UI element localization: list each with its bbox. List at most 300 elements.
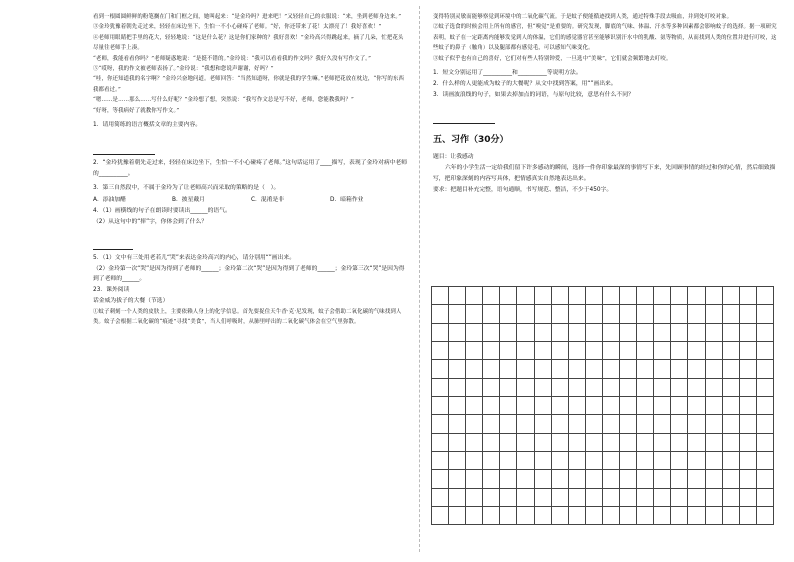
- grid-cell[interactable]: [500, 507, 517, 525]
- grid-cell[interactable]: [552, 379, 569, 397]
- grid-cell[interactable]: [603, 305, 620, 323]
- grid-cell[interactable]: [688, 360, 705, 378]
- grid-cell[interactable]: [432, 470, 449, 488]
- grid-cell[interactable]: [688, 287, 705, 305]
- grid-cell[interactable]: [552, 452, 569, 470]
- grid-cell[interactable]: [449, 305, 466, 323]
- grid-cell[interactable]: [671, 379, 688, 397]
- grid-cell[interactable]: [517, 397, 534, 415]
- grid-cell[interactable]: [449, 452, 466, 470]
- grid-cell[interactable]: [706, 507, 723, 525]
- story-paragraph: ①蚊子刺刻一个人类的皮肤上，主要依赖人身上的化学信息。首先要捉住天牛香·克·尼发现，蚊子会借助二氧化碳的气味找到人类。蚊子会根据二氧化碳的“痕迹”寻找“美食”，当人们呼吸时，从肺里呼出的二氧化碳气体会在空气里弥散。: [93, 308, 402, 326]
- grid-cell[interactable]: [586, 470, 603, 488]
- grid-cell[interactable]: [671, 434, 688, 452]
- question-3: 3．读画波浪线的句子，如果去掉加点的词语，与原句比较，意思有什么不同？: [433, 91, 634, 98]
- grid-cell[interactable]: [483, 452, 500, 470]
- grid-cell[interactable]: [740, 360, 757, 378]
- grid-cell[interactable]: [569, 360, 586, 378]
- grid-cell[interactable]: [483, 305, 500, 323]
- grid-cell[interactable]: [757, 470, 774, 488]
- grid-cell[interactable]: [654, 360, 671, 378]
- grid-cell[interactable]: [706, 434, 723, 452]
- grid-cell[interactable]: [706, 397, 723, 415]
- grid-cell[interactable]: [517, 342, 534, 360]
- grid-cell[interactable]: [620, 342, 637, 360]
- story-paragraph: ②蚊子选食的时候会用上所有的感官，但“嗅觉”是重要的。研究发现，脚底的气味、体温、汗水等多种因素都会影响蚊子的选择。据一项研究表明，蚊子在一定距离内能够发觉到人的体温，它们的感觉器官甚至能够识别汗水中的乳酸、氨等物质，从而找到人类的位置并进行叮咬，这些蚊子的鼻子（触角）以及腿部都有感觉毛，可以感知气味变化。: [433, 24, 777, 52]
- grid-cell[interactable]: [586, 287, 603, 305]
- grid-cell[interactable]: [740, 287, 757, 305]
- grid-cell[interactable]: [500, 470, 517, 488]
- grid-cell[interactable]: [449, 489, 466, 507]
- grid-cell[interactable]: [723, 434, 740, 452]
- grid-cell[interactable]: [723, 342, 740, 360]
- grid-cell[interactable]: [432, 507, 449, 525]
- grid-cell[interactable]: [603, 342, 620, 360]
- grid-cell[interactable]: [637, 342, 654, 360]
- question-5-1: 5．（1）文中有三处用老若儿“哭”来表达金玲高兴的内心，请分别用“”画出来。: [93, 254, 295, 261]
- grid-cell[interactable]: [586, 360, 603, 378]
- grid-cell[interactable]: [688, 415, 705, 433]
- grid-cell[interactable]: [740, 452, 757, 470]
- grid-cell[interactable]: [466, 452, 483, 470]
- grid-cell[interactable]: [432, 287, 449, 305]
- grid-cell[interactable]: [723, 360, 740, 378]
- grid-cell[interactable]: [654, 415, 671, 433]
- grid-cell[interactable]: [466, 397, 483, 415]
- grid-cell[interactable]: [432, 324, 449, 342]
- grid-cell[interactable]: [688, 434, 705, 452]
- grid-cell[interactable]: [740, 342, 757, 360]
- grid-cell[interactable]: [654, 489, 671, 507]
- grid-cell[interactable]: [449, 434, 466, 452]
- grid-cell[interactable]: [688, 507, 705, 525]
- grid-cell[interactable]: [723, 452, 740, 470]
- grid-cell[interactable]: [586, 305, 603, 323]
- grid-cell[interactable]: [517, 489, 534, 507]
- grid-cell[interactable]: [483, 287, 500, 305]
- grid-cell[interactable]: [517, 287, 534, 305]
- grid-cell[interactable]: [432, 452, 449, 470]
- grid-cell[interactable]: [757, 324, 774, 342]
- grid-cell[interactable]: [466, 379, 483, 397]
- question-4-1: 4．（1）画横线的句子在朗读时要读出______的语气。: [93, 208, 231, 215]
- grid-cell[interactable]: [671, 324, 688, 342]
- question-2: 2．什么样的人更能成为蚊子的大餐呢？从文中找到答案，用“”画出来。: [433, 80, 617, 87]
- grid-cell[interactable]: [706, 452, 723, 470]
- grid-cell[interactable]: [517, 434, 534, 452]
- grid-cell[interactable]: [688, 489, 705, 507]
- grid-cell[interactable]: [654, 379, 671, 397]
- grid-cell[interactable]: [654, 434, 671, 452]
- grid-cell[interactable]: [654, 452, 671, 470]
- grid-cell[interactable]: [723, 470, 740, 488]
- story-paragraph: ⑤“哎呀，我的作文被老师表扬了。”金玲说：“我想和您说声谢谢，好吗？”: [93, 66, 274, 73]
- question-1: 1．请用简练的语言概括文章的主要内容。: [93, 122, 202, 129]
- grid-cell[interactable]: [500, 305, 517, 323]
- answer-line[interactable]: [93, 145, 155, 155]
- grid-cell[interactable]: [500, 287, 517, 305]
- grid-cell[interactable]: [620, 452, 637, 470]
- grid-cell[interactable]: [688, 305, 705, 323]
- grid-cell[interactable]: [432, 397, 449, 415]
- grid-cell[interactable]: [706, 360, 723, 378]
- grid-cell[interactable]: [586, 489, 603, 507]
- grid-cell[interactable]: [637, 470, 654, 488]
- grid-cell[interactable]: [637, 360, 654, 378]
- grid-cell[interactable]: [500, 415, 517, 433]
- grid-cell[interactable]: [603, 434, 620, 452]
- grid-cell[interactable]: [671, 360, 688, 378]
- grid-cell[interactable]: [449, 360, 466, 378]
- grid-cell[interactable]: [671, 489, 688, 507]
- grid-cell[interactable]: [740, 489, 757, 507]
- grid-cell[interactable]: [671, 287, 688, 305]
- grid-cell[interactable]: [723, 507, 740, 525]
- grid-cell[interactable]: [637, 434, 654, 452]
- grid-cell[interactable]: [500, 434, 517, 452]
- grid-cell[interactable]: [671, 305, 688, 323]
- grid-cell[interactable]: [552, 434, 569, 452]
- grid-cell[interactable]: [757, 507, 774, 525]
- grid-cell[interactable]: [586, 507, 603, 525]
- grid-cell[interactable]: [654, 342, 671, 360]
- question-5-2: （2）金玲第一次“哭”是因为得到了老师的______；金玲第二次“哭”是因为得到了老师的______；金玲第三次“哭”是因为得到了老师的______。: [93, 265, 405, 283]
- grid-cell[interactable]: [757, 342, 774, 360]
- question-1: 1．短文分别运用了__________和__________等说明方法。: [433, 70, 582, 77]
- grid-cell[interactable]: [569, 507, 586, 525]
- grid-cell[interactable]: [637, 415, 654, 433]
- option-a[interactable]: A．添油加醋: [93, 197, 126, 204]
- grid-cell[interactable]: [620, 287, 637, 305]
- grid-cell[interactable]: [569, 324, 586, 342]
- right-column: [433, 12, 780, 196]
- essay-prompt: 六年的小学生活一定给我们留下许多感动的瞬间，选择一件你印象最深的事情写下来，先回顾事情的经过和你的心情，然后细致描写，把印象深刻的内容写具体，把情感真实自然地表达出来。: [433, 165, 776, 183]
- grid-cell[interactable]: [500, 379, 517, 397]
- grid-cell[interactable]: [569, 434, 586, 452]
- grid-cell[interactable]: [500, 360, 517, 378]
- grid-cell[interactable]: [449, 379, 466, 397]
- grid-cell[interactable]: [535, 397, 552, 415]
- grid-cell[interactable]: [535, 342, 552, 360]
- essay-requirement: 要求：把题目补充完整，语句通顺，书写规范、整洁，不少于450字。: [433, 186, 613, 193]
- grid-cell[interactable]: [654, 324, 671, 342]
- grid-cell[interactable]: [586, 452, 603, 470]
- grid-cell[interactable]: [706, 379, 723, 397]
- grid-cell[interactable]: [757, 434, 774, 452]
- grid-cell[interactable]: [517, 452, 534, 470]
- grid-cell[interactable]: [740, 470, 757, 488]
- grid-cell[interactable]: [432, 379, 449, 397]
- grid-cell[interactable]: [706, 342, 723, 360]
- grid-cell[interactable]: [654, 305, 671, 323]
- options-row: [93, 194, 409, 206]
- grid-cell[interactable]: [757, 415, 774, 433]
- grid-cell[interactable]: [552, 415, 569, 433]
- grid-cell[interactable]: [586, 379, 603, 397]
- grid-cell[interactable]: [466, 305, 483, 323]
- grid-cell[interactable]: [517, 415, 534, 433]
- grid-cell[interactable]: [620, 507, 637, 525]
- grid-cell[interactable]: [603, 287, 620, 305]
- grid-cell[interactable]: [706, 287, 723, 305]
- grid-cell[interactable]: [535, 360, 552, 378]
- grid-cell[interactable]: [740, 397, 757, 415]
- grid-cell[interactable]: [483, 415, 500, 433]
- grid-cell[interactable]: [586, 324, 603, 342]
- grid-cell[interactable]: [620, 434, 637, 452]
- grid-cell[interactable]: [466, 470, 483, 488]
- grid-cell[interactable]: [535, 415, 552, 433]
- grid-cell[interactable]: [466, 287, 483, 305]
- grid-cell[interactable]: [500, 324, 517, 342]
- grid-cell[interactable]: [706, 324, 723, 342]
- grid-cell[interactable]: [535, 324, 552, 342]
- grid-cell[interactable]: [552, 305, 569, 323]
- grid-cell[interactable]: [603, 360, 620, 378]
- grid-cell[interactable]: [757, 287, 774, 305]
- grid-cell[interactable]: [620, 324, 637, 342]
- grid-cell[interactable]: [483, 360, 500, 378]
- story-paragraph: “哇，你还知道我的名字啊？”金玲兴奋地问道。老师回答：“当然知道呀，你就是我的学生嘛。”老师把花放在枕边，“你写的东西我都看过。”: [93, 76, 405, 93]
- grid-cell[interactable]: [723, 397, 740, 415]
- grid-cell[interactable]: [620, 379, 637, 397]
- grid-cell[interactable]: [569, 489, 586, 507]
- grid-cell[interactable]: [603, 470, 620, 488]
- grid-cell[interactable]: [569, 415, 586, 433]
- grid-cell[interactable]: [552, 507, 569, 525]
- grid-cell[interactable]: [432, 305, 449, 323]
- grid-cell[interactable]: [466, 507, 483, 525]
- question-4-2: （2）从这句中的“摔”字，你体会到了什么？: [93, 219, 208, 226]
- section-label: 23．课外阅读: [93, 287, 130, 294]
- grid-cell[interactable]: [466, 360, 483, 378]
- grid-cell[interactable]: [740, 324, 757, 342]
- grid-cell[interactable]: [535, 470, 552, 488]
- grid-cell[interactable]: [706, 415, 723, 433]
- grid-cell[interactable]: [432, 489, 449, 507]
- grid-cell[interactable]: [449, 324, 466, 342]
- grid-cell[interactable]: [757, 397, 774, 415]
- grid-cell[interactable]: [620, 305, 637, 323]
- grid-cell[interactable]: [535, 305, 552, 323]
- grid-cell[interactable]: [517, 305, 534, 323]
- grid-cell[interactable]: [740, 415, 757, 433]
- grid-cell[interactable]: [637, 287, 654, 305]
- grid-cell[interactable]: [569, 397, 586, 415]
- grid-cell[interactable]: [552, 489, 569, 507]
- grid-cell[interactable]: [620, 360, 637, 378]
- grid-cell[interactable]: [483, 324, 500, 342]
- writing-grid[interactable]: [431, 286, 774, 525]
- grid-cell[interactable]: [688, 470, 705, 488]
- grid-cell[interactable]: [723, 415, 740, 433]
- grid-cell[interactable]: [535, 452, 552, 470]
- grid-cell[interactable]: [671, 470, 688, 488]
- grid-cell[interactable]: [603, 452, 620, 470]
- grid-cell[interactable]: [569, 305, 586, 323]
- story-paragraph: 变得特别灵敏而能够察觉到环境中的二氧化碳气流。于是蚊子便能循迹找到人类，通过特殊手段去吸血，并到处叮咬对象。: [433, 14, 733, 20]
- section-heading: 五、习作（30分）: [433, 135, 509, 146]
- grid-cell[interactable]: [552, 287, 569, 305]
- grid-cell[interactable]: [706, 489, 723, 507]
- grid-cell[interactable]: [620, 397, 637, 415]
- grid-cell[interactable]: [637, 324, 654, 342]
- grid-cell[interactable]: [671, 507, 688, 525]
- grid-cell[interactable]: [500, 397, 517, 415]
- grid-cell[interactable]: [586, 415, 603, 433]
- left-column: [93, 12, 409, 328]
- grid-cell[interactable]: [620, 415, 637, 433]
- story-paragraph: ③金玲犹豫着朝先走过来，轻轻在床边坐下，生怕一不小心碰疼了老师。“好，你还带来了花！太漂亮了！我好喜欢！”: [93, 24, 382, 31]
- grid-cell[interactable]: [466, 434, 483, 452]
- grid-cell[interactable]: [517, 379, 534, 397]
- grid-cell[interactable]: [637, 507, 654, 525]
- grid-cell[interactable]: [637, 489, 654, 507]
- grid-cell[interactable]: [637, 379, 654, 397]
- grid-cell[interactable]: [517, 507, 534, 525]
- grid-cell[interactable]: [483, 379, 500, 397]
- grid-cell[interactable]: [569, 379, 586, 397]
- grid-cell[interactable]: [757, 379, 774, 397]
- grid-cell[interactable]: [620, 470, 637, 488]
- grid-cell[interactable]: [637, 452, 654, 470]
- option-d[interactable]: D．暗箱作业: [330, 197, 364, 204]
- grid-cell[interactable]: [466, 415, 483, 433]
- grid-cell[interactable]: [483, 434, 500, 452]
- grid-cell[interactable]: [449, 342, 466, 360]
- grid-cell[interactable]: [654, 507, 671, 525]
- grid-cell[interactable]: [740, 379, 757, 397]
- grid-cell[interactable]: [688, 397, 705, 415]
- grid-cell[interactable]: [586, 397, 603, 415]
- grid-cell[interactable]: [552, 397, 569, 415]
- grid-cell[interactable]: [603, 415, 620, 433]
- grid-cell[interactable]: [757, 452, 774, 470]
- grid-cell[interactable]: [688, 324, 705, 342]
- grid-cell[interactable]: [620, 489, 637, 507]
- question-3: 3．第三自然段中，不属于金玲为了让老师高兴而采取的策略的是（ ）。: [93, 185, 280, 192]
- essay-topic: 题目：让我感动: [433, 154, 474, 161]
- story-paragraph: ③蚊子似乎也有自己的喜好，它们对有些人特别钟爱，一旦选中“美味”，它们就会频繁地去叮咬。: [433, 55, 672, 62]
- grid-cell[interactable]: [552, 342, 569, 360]
- grid-cell[interactable]: [535, 379, 552, 397]
- grid-cell[interactable]: [483, 342, 500, 360]
- grid-cell[interactable]: [483, 397, 500, 415]
- grid-cell[interactable]: [603, 397, 620, 415]
- grid-cell[interactable]: [449, 397, 466, 415]
- grid-cell[interactable]: [517, 324, 534, 342]
- grid-cell[interactable]: [466, 489, 483, 507]
- grid-cell[interactable]: [432, 434, 449, 452]
- grid-cell[interactable]: [723, 489, 740, 507]
- grid-cell[interactable]: [569, 342, 586, 360]
- story-paragraph: 看到一根圆圆鲜鲜的粉笔搁在门和门框之间，她叫起来：“是金玲吗？进来吧！”又轻轻自己的衣服说：“来，坐到老师身边来。”: [93, 14, 402, 20]
- grid-cell[interactable]: [723, 379, 740, 397]
- grid-cell[interactable]: [500, 489, 517, 507]
- grid-cell[interactable]: [586, 342, 603, 360]
- question-2: 2．“金玲犹豫着朝先走过来，轻轻在床边坐下，生怕一不小心碰疼了老师。”这句话运用了____描写，表现了金玲对病中老师的__________。: [93, 159, 408, 177]
- grid-cell[interactable]: [723, 305, 740, 323]
- option-c[interactable]: C．混淆是非: [251, 197, 285, 204]
- grid-cell[interactable]: [535, 287, 552, 305]
- grid-cell[interactable]: [637, 397, 654, 415]
- grid-cell[interactable]: [723, 287, 740, 305]
- option-b[interactable]: B．披星戴月: [172, 197, 205, 204]
- grid-cell[interactable]: [483, 489, 500, 507]
- grid-cell[interactable]: [671, 452, 688, 470]
- grid-cell[interactable]: [500, 342, 517, 360]
- story-paragraph: “嗯……是……那么……写什么好呢？”金玲想了想，突然说：“我写作文总是写不好，老师，您能教我吗？”: [93, 97, 354, 104]
- grid-cell[interactable]: [654, 397, 671, 415]
- grid-cell[interactable]: [552, 470, 569, 488]
- grid-cell[interactable]: [723, 324, 740, 342]
- grid-cell[interactable]: [671, 342, 688, 360]
- grid-cell[interactable]: [483, 470, 500, 488]
- grid-cell[interactable]: [517, 470, 534, 488]
- grid-cell[interactable]: [466, 342, 483, 360]
- story-paragraph: “好呀，等我病好了就教你写作文。”: [93, 107, 180, 114]
- grid-cell[interactable]: [671, 397, 688, 415]
- grid-cell[interactable]: [432, 360, 449, 378]
- grid-cell[interactable]: [449, 415, 466, 433]
- grid-cell[interactable]: [483, 507, 500, 525]
- grid-cell[interactable]: [552, 360, 569, 378]
- grid-cell[interactable]: [449, 470, 466, 488]
- grid-cell[interactable]: [706, 470, 723, 488]
- grid-cell[interactable]: [449, 507, 466, 525]
- story-paragraph: ④老师用眼睛把手里的花大，轻轻地说：“这是什么花？这是你们家种的？我好喜欢！”金玲高兴得跳起来，摘了几朵，忙把花头尽量往老师手上凑。: [93, 34, 404, 52]
- grid-cell[interactable]: [757, 489, 774, 507]
- story-paragraph: “老师，我能看看你吗？”老师疑惑地说：“是挺不错的。”金玲说：“我可以看看我的作文吗？我好久没有写作文了。”: [93, 55, 371, 62]
- grid-cell[interactable]: [569, 287, 586, 305]
- grid-cell[interactable]: [688, 342, 705, 360]
- grid-cell[interactable]: [432, 415, 449, 433]
- passage-title: 话金威为拔子的大餐（节选）: [93, 298, 169, 305]
- grid-cell[interactable]: [654, 287, 671, 305]
- grid-cell[interactable]: [740, 434, 757, 452]
- grid-cell[interactable]: [552, 324, 569, 342]
- answer-line[interactable]: [433, 114, 495, 124]
- grid-cell[interactable]: [466, 324, 483, 342]
- grid-cell[interactable]: [535, 507, 552, 525]
- grid-cell[interactable]: [517, 360, 534, 378]
- grid-cell[interactable]: [706, 305, 723, 323]
- grid-cell[interactable]: [569, 470, 586, 488]
- grid-cell[interactable]: [740, 507, 757, 525]
- grid-cell[interactable]: [688, 379, 705, 397]
- grid-cell[interactable]: [688, 452, 705, 470]
- grid-cell[interactable]: [432, 342, 449, 360]
- grid-cell[interactable]: [740, 305, 757, 323]
- page-fold-divider: [419, 6, 420, 552]
- grid-cell[interactable]: [603, 489, 620, 507]
- grid-cell[interactable]: [535, 434, 552, 452]
- grid-cell[interactable]: [671, 415, 688, 433]
- grid-cell[interactable]: [603, 379, 620, 397]
- grid-cell[interactable]: [757, 360, 774, 378]
- answer-line[interactable]: [93, 240, 133, 250]
- grid-cell[interactable]: [569, 452, 586, 470]
- grid-cell[interactable]: [637, 305, 654, 323]
- grid-cell[interactable]: [535, 489, 552, 507]
- grid-cell[interactable]: [757, 305, 774, 323]
- grid-cell[interactable]: [654, 470, 671, 488]
- grid-cell[interactable]: [500, 452, 517, 470]
- grid-cell[interactable]: [586, 434, 603, 452]
- grid-cell[interactable]: [603, 324, 620, 342]
- grid-cell[interactable]: [603, 507, 620, 525]
- grid-cell[interactable]: [449, 287, 466, 305]
